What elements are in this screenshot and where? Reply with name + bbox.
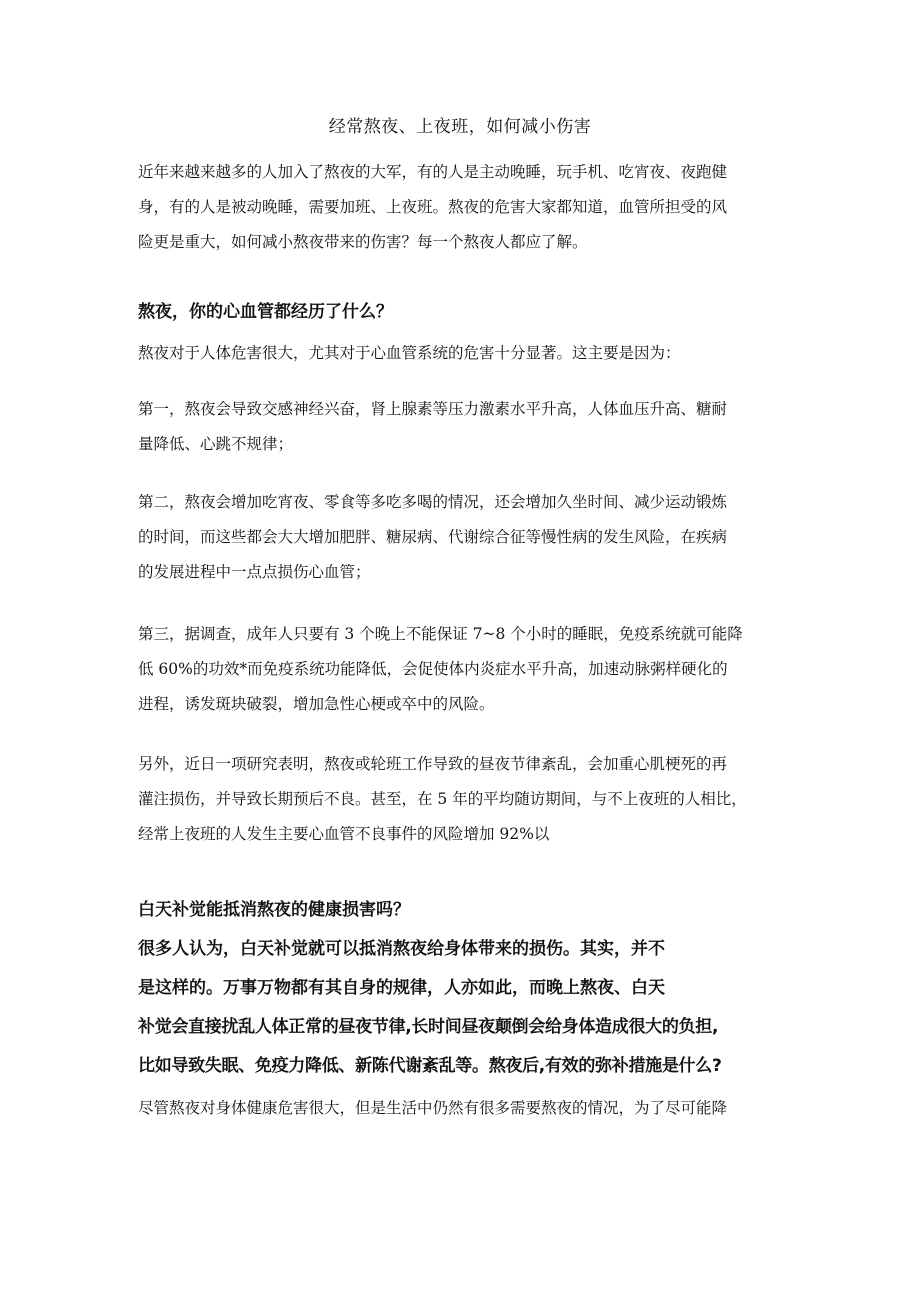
closing-paragraph [138,1091,784,1126]
section2-heading: 白天补觉能抵消熬夜的健康损害吗？ [138,900,410,920]
additional-paragraph [138,747,784,852]
section1-heading: 熬夜，你的心血管都经历了什么？ [138,302,393,322]
point-line: 进程，诱发斑块破裂，增加急性心梗或卒中的风险。 [138,695,495,713]
additional-line: 另外，近日一项研究表明，熬夜或轮班工作导致的昼夜节律紊乱，会加重心肌梗死的再 [138,755,728,773]
point-first [138,392,784,462]
document-title: 经常熬夜、上夜班，如何减小伤害 [328,117,592,137]
section1-lead [138,336,784,371]
point-third [138,617,784,722]
point-second [138,485,784,590]
intro-line: 险更是重大，如何减小熬夜带来的伤害？每一个熬夜人都应了解。 [138,233,588,251]
bold-line: 比如导致失眠、免疫力降低、新陈代谢紊乱等。熬夜后,有效的弥补措施是什么? [138,1056,722,1076]
point-line: 第三，据调查，成年人只要有 3 个晚上不能保证 7~8 个小时的睡眠，免疫系统就可能降 [138,625,743,643]
point-line: 低 60%的功效*而免疫系统功能降低，会促使体内炎症水平升高，加速动脉粥样硬化的 [138,660,728,678]
point-line: 的时间，而这些都会大大增加肥胖、糖尿病、代谢综合征等慢性病的发生风险，在疾病 [138,528,728,546]
intro-line: 身，有的人是被动晚睡，需要加班、上夜班。熬夜的危害大家都知道，血管所担受的风 [138,198,728,216]
point-line: 第二，熬夜会增加吃宵夜、零食等多吃多喝的情况，还会增加久坐时间、减少运动锻炼 [138,493,728,511]
point-line: 的发展进程中一点点损伤心血管； [138,563,371,581]
additional-line: 灌注损伤，并导致长期预后不良。甚至，在 5 年的平均随访期间，与不上夜班的人相比， [138,790,747,808]
bold-line: 是这样的。万事万物都有其自身的规律，人亦如此，而晚上熬夜、白天 [138,978,665,998]
lead-line: 熬夜对于人体危害很大，尤其对于心血管系统的危害十分显著。这主要是因为： [138,344,681,362]
point-line: 第一，熬夜会导致交感神经兴奋，肾上腺素等压力激素水平升高，人体血压升高、糖耐 [138,400,728,418]
additional-line: 经常上夜班的人发生主要心血管不良事件的风险增加 92%以 [138,825,550,843]
intro-paragraph [138,155,784,260]
bold-line: 很多人认为，白天补觉就可以抵消熬夜给身体带来的损伤。其实，并不 [138,939,665,959]
section2-bold-paragraph [138,930,798,1086]
point-line: 量降低、心跳不规律； [138,435,294,453]
closing-line: 尽管熬夜对身体健康危害很大，但是生活中仍然有很多需要熬夜的情况，为了尽可能降 [138,1099,728,1117]
intro-line: 近年来越来越多的人加入了熬夜的大军，有的人是主动晚睡，玩手机、吃宵夜、夜跑健 [138,163,728,181]
bold-line: 补觉会直接扰乱人体正常的昼夜节律,长时间昼夜颠倒会给身体造成很大的负担, [138,1017,719,1037]
